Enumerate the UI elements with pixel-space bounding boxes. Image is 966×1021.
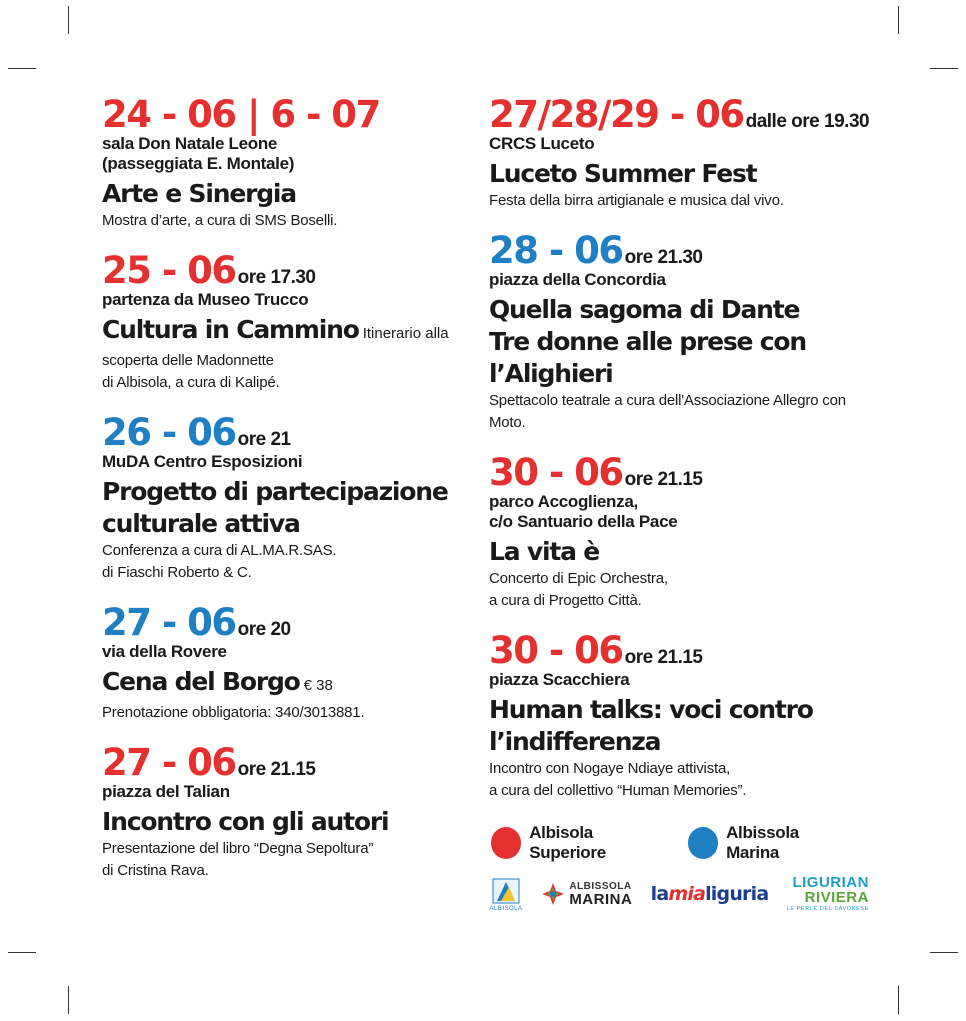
event-date-line <box>489 229 889 272</box>
lamia-logo-part1: la <box>650 883 669 905</box>
event-title-note: € 38 <box>303 677 333 694</box>
event-date-line <box>489 451 889 494</box>
event-description <box>102 838 452 882</box>
lamialiguria-logo <box>651 883 769 905</box>
event-title <box>489 694 889 758</box>
event-time: dalle ore 19.30 <box>745 111 870 132</box>
event-title-line: l’Alighieri <box>489 359 613 388</box>
event-title <box>489 158 889 190</box>
event-description-line: Prenotazione obbligatoria: 340/3013881. <box>102 704 365 721</box>
event-place-line: piazza Scacchiera <box>489 670 630 689</box>
event-place <box>102 782 452 802</box>
albisola-sail-icon <box>491 877 521 905</box>
crop-mark <box>898 986 899 1014</box>
event-title-line: Arte e Sinergia <box>102 179 296 208</box>
event-place-line: CRCS Luceto <box>489 134 595 153</box>
event-block <box>102 741 452 882</box>
event-date-line <box>102 93 452 136</box>
crop-mark <box>8 68 36 69</box>
event-place-line: MuDA Centro Esposizioni <box>102 452 303 471</box>
event-title-line: La vita è <box>489 537 600 566</box>
event-date: 27/28/29 - 06 <box>489 93 744 136</box>
event-place-line: sala Don Natale Leone <box>102 134 278 153</box>
event-date-line <box>102 741 452 784</box>
event-title-line: Luceto Summer Fest <box>489 159 757 188</box>
event-date-line <box>102 411 452 454</box>
lamia-logo-part2: mia <box>668 883 706 905</box>
event-block <box>489 451 889 612</box>
event-title-line: Cena del Borgo <box>102 667 300 696</box>
event-time: ore 21 <box>237 429 291 450</box>
event-date: 30 - 06 <box>489 629 623 672</box>
event-description-line: Incontro con Nogaye Ndiaye attivista, <box>489 760 731 777</box>
event-block <box>489 629 889 802</box>
red-dot-icon <box>491 827 521 859</box>
albissola-marina-logo <box>541 882 632 907</box>
event-date: 30 - 06 <box>489 451 623 494</box>
event-description <box>102 702 452 724</box>
sponsor-logos <box>489 872 869 916</box>
location-legend <box>491 823 871 862</box>
right-event-column <box>489 93 889 822</box>
event-date: 27 - 06 <box>102 601 236 644</box>
event-description-line: a cura del collettivo “Human Memories”. <box>489 782 747 799</box>
event-title <box>102 806 452 838</box>
event-place <box>102 452 452 472</box>
event-title <box>102 178 452 210</box>
event-place-line: c/o Santuario della Pace <box>489 512 678 531</box>
event-description <box>489 568 889 612</box>
event-place-line: parco Accoglienza, <box>489 492 638 511</box>
event-title-line: Incontro con gli autori <box>102 807 389 836</box>
event-description-line: di Albisola, a cura di Kalipé. <box>102 374 280 391</box>
blue-dot-icon <box>688 827 718 859</box>
event-description-line: Conferenza a cura di AL.MA.R.SAS. <box>102 542 337 559</box>
crop-mark <box>8 952 36 953</box>
event-place-line: (passeggiata E. Montale) <box>102 154 295 173</box>
event-block <box>489 229 889 434</box>
event-block <box>102 411 452 584</box>
event-time: ore 21.15 <box>624 647 703 668</box>
event-description-line: di Cristina Rava. <box>102 862 209 879</box>
event-description-line: a cura di Progetto Città. <box>489 592 642 609</box>
event-description-line: Moto. <box>489 414 526 431</box>
albisola-logo-text: ALBISOLA <box>489 905 523 912</box>
lamia-logo-part3: liguria <box>705 883 769 905</box>
event-title-line: Human talks: voci contro <box>489 695 813 724</box>
event-title-line: Progetto di partecipazione <box>102 477 448 506</box>
event-description-line: di Fiaschi Roberto & C. <box>102 564 252 581</box>
event-title <box>489 294 889 390</box>
event-description-line: Festa della birra artigianale e musica dal vivo. <box>489 192 784 209</box>
event-time: ore 21.15 <box>624 469 703 490</box>
event-description <box>102 210 452 232</box>
crop-mark <box>68 986 69 1014</box>
event-date-line <box>489 629 889 672</box>
event-description <box>489 390 889 434</box>
legend-label-marina: Albissola Marina <box>726 823 799 862</box>
event-date-line <box>489 93 889 136</box>
albisola-logo <box>489 877 523 912</box>
event-time: ore 17.30 <box>237 267 316 288</box>
event-title-note: Itinerario alla <box>362 325 449 342</box>
crop-mark <box>930 952 958 953</box>
event-description <box>489 190 889 212</box>
event-place-line: partenza da Museo Trucco <box>102 290 309 309</box>
event-description <box>102 540 452 584</box>
event-title <box>102 666 452 702</box>
event-date: 27 - 06 <box>102 741 236 784</box>
event-date: 25 - 06 <box>102 249 236 292</box>
ligurian-logo-line2: RIVIERA <box>804 889 869 907</box>
event-title-line: culturale attiva <box>102 509 300 538</box>
crop-mark <box>930 68 958 69</box>
event-title <box>102 476 452 540</box>
event-description <box>489 758 889 802</box>
event-date-line <box>102 249 452 292</box>
event-date: 26 - 06 <box>102 411 236 454</box>
event-time: ore 21.15 <box>237 759 316 780</box>
event-place <box>489 492 889 532</box>
event-title <box>489 536 889 568</box>
event-block <box>102 249 452 394</box>
event-place <box>102 642 452 662</box>
event-title-line: l’indifferenza <box>489 727 661 756</box>
marina-star-icon <box>541 882 565 906</box>
ligurian-logo-line1: LIGURIAN <box>792 874 869 892</box>
event-description-line: scoperta delle Madonnette <box>102 352 274 369</box>
event-description-line: Mostra d’arte, a cura di SMS Boselli. <box>102 212 338 229</box>
event-block <box>102 93 452 232</box>
event-title-line: Quella sagoma di Dante <box>489 295 800 324</box>
ligurian-logo-line3: LE PERLE DEL SAVONESE <box>786 906 869 913</box>
event-place <box>102 134 452 174</box>
crop-mark <box>898 6 899 34</box>
left-event-column <box>102 93 452 902</box>
event-date: 28 - 06 <box>489 229 623 272</box>
event-description-line: Concerto di Epic Orchestra, <box>489 570 668 587</box>
event-title-line: Tre donne alle prese con <box>489 327 807 356</box>
event-description-line: Spettacolo teatrale a cura dell'Associazione Allegro con <box>489 392 846 409</box>
event-place <box>102 290 452 310</box>
event-description <box>102 350 452 394</box>
event-place <box>489 670 889 690</box>
event-description-line: Presentazione del libro “Degna Sepoltura” <box>102 840 374 857</box>
crop-mark <box>68 6 69 34</box>
marina-logo-line1: ALBISSOLA <box>569 880 632 892</box>
event-date: 24 - 06 | 6 - 07 <box>102 93 380 136</box>
event-place-line: via della Rovere <box>102 642 227 661</box>
event-date-line <box>102 601 452 644</box>
event-time: ore 20 <box>237 619 291 640</box>
event-block <box>102 601 452 724</box>
event-place-line: piazza della Concordia <box>489 270 666 289</box>
event-place <box>489 270 889 290</box>
event-time: ore 21.30 <box>624 247 703 268</box>
legend-label-superiore: Albisola Superiore <box>529 823 606 862</box>
event-place <box>489 134 889 154</box>
event-block <box>489 93 889 212</box>
event-place-line: piazza del Talian <box>102 782 230 801</box>
event-title <box>102 314 452 350</box>
event-title-line: Cultura in Cammino <box>102 315 359 344</box>
ligurian-riviera-logo <box>787 875 869 913</box>
marina-logo-line2: MARINA <box>569 890 633 908</box>
